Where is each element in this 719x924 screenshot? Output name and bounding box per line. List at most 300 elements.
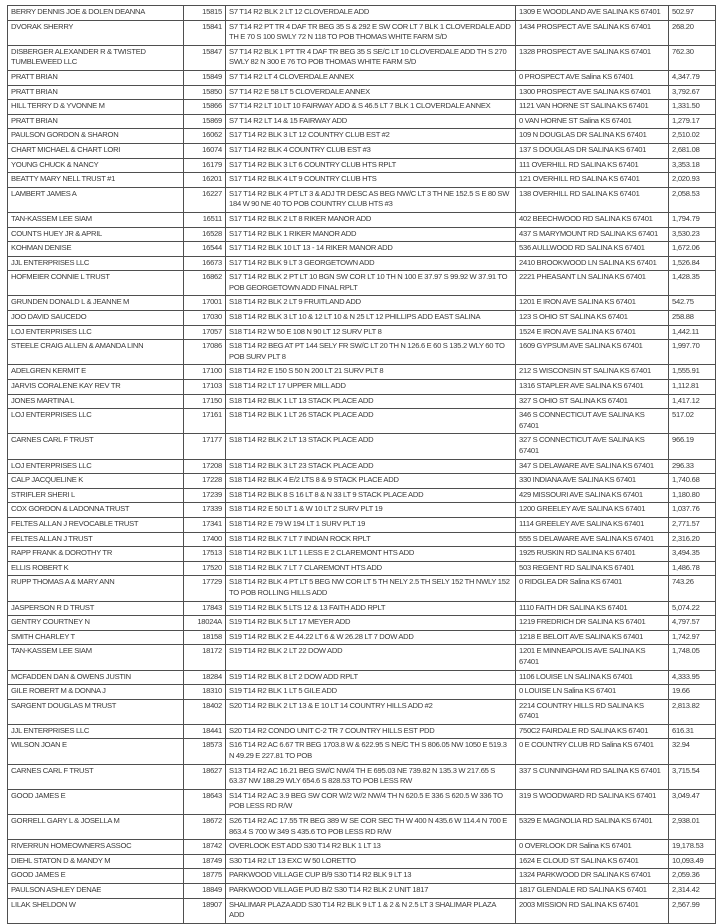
amount-cell: 1,794.79 bbox=[669, 212, 716, 227]
amount-cell: 616.31 bbox=[669, 724, 716, 739]
legal-description-cell: SHALIMAR PLAZA ADD S30 T14 R2 BLK 9 LT 1 & 2 & N 2.5 LT 3 SHALIMAR PLAZA ADD bbox=[226, 898, 516, 923]
table-row bbox=[8, 212, 716, 227]
owner-name-cell: HILL TERRY D & YVONNE M bbox=[8, 100, 184, 115]
owner-name-cell: COX GORDON & LADONNA TRUST bbox=[8, 503, 184, 518]
amount-cell: 1,331.50 bbox=[669, 100, 716, 115]
owner-name-cell: CALP JACQUELINE K bbox=[8, 474, 184, 489]
property-address-cell: 503 REGENT RD SALINA KS 67401 bbox=[516, 561, 669, 576]
property-address-cell: 138 OVERHILL RD SALINA KS 67401 bbox=[516, 187, 669, 212]
property-address-cell: 0 OVERLOOK DR Salina KS 67401 bbox=[516, 840, 669, 855]
parcel-id-cell: 17400 bbox=[184, 532, 226, 547]
parcel-id-cell: 17339 bbox=[184, 503, 226, 518]
table-row bbox=[8, 143, 716, 158]
owner-name-cell: FELTES ALLAN J REVOCABLE TRUST bbox=[8, 517, 184, 532]
table-row bbox=[8, 271, 716, 296]
parcel-id-cell: 17103 bbox=[184, 380, 226, 395]
property-address-cell: 402 BEECHWOOD RD SALINA KS 67401 bbox=[516, 212, 669, 227]
table-row bbox=[8, 325, 716, 340]
amount-cell: 2,681.08 bbox=[669, 143, 716, 158]
legal-description-cell: S20 T14 R2 BLK 2 LT 13 & E 10 LT 14 COUNTRY HILLS ADD #2 bbox=[226, 699, 516, 724]
parcel-id-cell: 16544 bbox=[184, 242, 226, 257]
table-row bbox=[8, 699, 716, 724]
table-row bbox=[8, 365, 716, 380]
legal-description-cell: S18 T14 R2 BLK 4 E/2 LTS 8 & 9 STACK PLACE ADD bbox=[226, 474, 516, 489]
parcel-id-cell: 17086 bbox=[184, 340, 226, 365]
parcel-id-cell: 18573 bbox=[184, 739, 226, 764]
table-row bbox=[8, 311, 716, 326]
table-row bbox=[8, 114, 716, 129]
parcel-id-cell: 16528 bbox=[184, 227, 226, 242]
owner-name-cell: GILE ROBERT M & DONNA J bbox=[8, 685, 184, 700]
legal-description-cell: S19 T14 R2 BLK 5 LT 17 MEYER ADD bbox=[226, 616, 516, 631]
property-address-cell: 1110 FAITH DR SALINA KS 67401 bbox=[516, 601, 669, 616]
table-row bbox=[8, 340, 716, 365]
legal-description-cell: S20 T14 R2 CONDO UNIT C-2 TR 7 COUNTRY HILLS EST PDD bbox=[226, 724, 516, 739]
legal-description-cell: S18 T14 R2 LT 17 UPPER MILL ADD bbox=[226, 380, 516, 395]
owner-name-cell: HOFMEIER CONNIE L TRUST bbox=[8, 271, 184, 296]
table-row bbox=[8, 70, 716, 85]
amount-cell: 19,178.53 bbox=[669, 840, 716, 855]
property-address-cell: 1328 PROSPECT AVE SALINA KS 67401 bbox=[516, 45, 669, 70]
property-address-cell: 1624 E CLOUD ST SALINA KS 67401 bbox=[516, 854, 669, 869]
table-row bbox=[8, 789, 716, 814]
table-row bbox=[8, 739, 716, 764]
table-row bbox=[8, 100, 716, 115]
parcel-id-cell: 18441 bbox=[184, 724, 226, 739]
owner-name-cell: LAMBERT JAMES A bbox=[8, 187, 184, 212]
owner-name-cell: PRATT BRIAN bbox=[8, 114, 184, 129]
parcel-id-cell: 18402 bbox=[184, 699, 226, 724]
owner-name-cell: ADELGREN KERMIT E bbox=[8, 365, 184, 380]
property-address-cell: 111 OVERHILL RD SALINA KS 67401 bbox=[516, 158, 669, 173]
amount-cell: 966.19 bbox=[669, 434, 716, 459]
legal-description-cell: S17 T14 R2 BLK 2 LT 8 RIKER MANOR ADD bbox=[226, 212, 516, 227]
property-address-cell: 327 S OHIO ST SALINA KS 67401 bbox=[516, 394, 669, 409]
amount-cell: 517.02 bbox=[669, 409, 716, 434]
owner-name-cell: LOJ ENTERPRISES LLC bbox=[8, 459, 184, 474]
legal-description-cell: S30 T14 R2 LT 13 EXC W 50 LORETTO bbox=[226, 854, 516, 869]
legal-description-cell: S19 T14 R2 BLK 8 LT 2 DOW ADD RPLT bbox=[226, 670, 516, 685]
owner-name-cell: JARVIS CORALENE KAY REV TR bbox=[8, 380, 184, 395]
parcel-id-cell: 18749 bbox=[184, 854, 226, 869]
parcel-id-cell: 17161 bbox=[184, 409, 226, 434]
amount-cell: 542.75 bbox=[669, 296, 716, 311]
property-address-cell: 1114 GREELEY AVE SALINA KS 67401 bbox=[516, 517, 669, 532]
table-row bbox=[8, 394, 716, 409]
table-row bbox=[8, 576, 716, 601]
parcel-id-cell: 17513 bbox=[184, 547, 226, 562]
amount-cell: 3,715.54 bbox=[669, 764, 716, 789]
legal-description-cell: S17 T14 R2 BLK 4 COUNTRY CLUB EST #3 bbox=[226, 143, 516, 158]
legal-description-cell: S18 T14 R2 BLK 2 LT 9 FRUITLAND ADD bbox=[226, 296, 516, 311]
parcel-id-cell: 18172 bbox=[184, 645, 226, 670]
table-row bbox=[8, 532, 716, 547]
table-row bbox=[8, 840, 716, 855]
table-row bbox=[8, 242, 716, 257]
parcel-id-cell: 18849 bbox=[184, 884, 226, 899]
amount-cell: 2,059.36 bbox=[669, 869, 716, 884]
legal-description-cell: S16 T14 R2 AC 6.67 TR BEG 1703.8 W & 622.95 S NE/C TH S 806.05 NW 1050 E 519.3 N 49.29 E 227.81 TO POB bbox=[226, 739, 516, 764]
table-row bbox=[8, 869, 716, 884]
table-row bbox=[8, 434, 716, 459]
amount-cell: 258.88 bbox=[669, 311, 716, 326]
amount-cell: 1,112.81 bbox=[669, 380, 716, 395]
amount-cell: 2,020.93 bbox=[669, 173, 716, 188]
parcel-id-cell: 17208 bbox=[184, 459, 226, 474]
amount-cell: 2,316.20 bbox=[669, 532, 716, 547]
legal-description-cell: S19 T14 R2 BLK 5 LTS 12 & 13 FAITH ADD RPLT bbox=[226, 601, 516, 616]
legal-description-cell: S19 T14 R2 BLK 2 E 44.22 LT 6 & W 26.28 LT 7 DOW ADD bbox=[226, 630, 516, 645]
parcel-id-cell: 17057 bbox=[184, 325, 226, 340]
owner-name-cell: COUNTS HUEY JR & APRIL bbox=[8, 227, 184, 242]
legal-description-cell: S17 T14 R2 BLK 4 LT 9 COUNTRY CLUB HTS bbox=[226, 173, 516, 188]
owner-name-cell: DIEHL STATON D & MANDY M bbox=[8, 854, 184, 869]
amount-cell: 743.26 bbox=[669, 576, 716, 601]
owner-name-cell: RIVERRUN HOMEOWNERS ASSOC bbox=[8, 840, 184, 855]
legal-description-cell: PARKWOOD VILLAGE CUP B/9 S30 T14 R2 BLK 9 LT 13 bbox=[226, 869, 516, 884]
amount-cell: 4,347.79 bbox=[669, 70, 716, 85]
legal-description-cell: S19 T14 R2 BLK 2 LT 22 DOW ADD bbox=[226, 645, 516, 670]
table-row bbox=[8, 187, 716, 212]
legal-description-cell: S7 T14 R2 LT 4 CLOVERDALE ANNEX bbox=[226, 70, 516, 85]
legal-description-cell: S17 T14 R2 BLK 9 LT 3 GEORGETOWN ADD bbox=[226, 256, 516, 271]
owner-name-cell: STRIFLER SHERI L bbox=[8, 488, 184, 503]
legal-description-cell: S26 T14 R2 AC 17.55 TR BEG 389 W SE COR SEC TH W 400 N 435.6 W 114.4 N 700 E 863.4 S 700 W 349 S 435.6 TO POB LESS RD R/W bbox=[226, 815, 516, 840]
owner-name-cell: GENTRY COURTNEY N bbox=[8, 616, 184, 631]
owner-name-cell: JASPERSON R D TRUST bbox=[8, 601, 184, 616]
property-address-cell: 1106 LOUISE LN SALINA KS 67401 bbox=[516, 670, 669, 685]
parcel-id-cell: 17030 bbox=[184, 311, 226, 326]
parcel-id-cell: 17177 bbox=[184, 434, 226, 459]
amount-cell: 2,567.99 bbox=[669, 898, 716, 923]
table-row bbox=[8, 517, 716, 532]
property-address-cell: 330 INDIANA AVE SALINA KS 67401 bbox=[516, 474, 669, 489]
owner-name-cell: YOUNG CHUCK & NANCY bbox=[8, 158, 184, 173]
amount-cell: 3,792.67 bbox=[669, 85, 716, 100]
legal-description-cell: S19 T14 R2 BLK 1 LT 5 GILE ADD bbox=[226, 685, 516, 700]
legal-description-cell: OVERLOOK EST ADD S30 T14 R2 BLK 1 LT 13 bbox=[226, 840, 516, 855]
owner-name-cell: TAN-KASSEM LEE SIAM bbox=[8, 645, 184, 670]
property-address-cell: 0 E COUNTRY CLUB RD Salina KS 67401 bbox=[516, 739, 669, 764]
amount-cell: 3,530.23 bbox=[669, 227, 716, 242]
legal-description-cell: S7 T14 R2 LT 14 & 15 FAIRWAY ADD bbox=[226, 114, 516, 129]
property-address-cell: 1200 GREELEY AVE SALINA KS 67401 bbox=[516, 503, 669, 518]
amount-cell: 1,037.76 bbox=[669, 503, 716, 518]
table-row bbox=[8, 6, 716, 21]
legal-description-cell: S18 T14 R2 E 150 S 50 N 200 LT 21 SURV PLT 8 bbox=[226, 365, 516, 380]
legal-description-cell: S18 T14 R2 BLK 1 LT 26 STACK PLACE ADD bbox=[226, 409, 516, 434]
amount-cell: 19.66 bbox=[669, 685, 716, 700]
parcel-id-cell: 16062 bbox=[184, 129, 226, 144]
property-address-cell: 347 S DELAWARE AVE SALINA KS 67401 bbox=[516, 459, 669, 474]
tax-record-table bbox=[7, 5, 716, 924]
amount-cell: 1,428.35 bbox=[669, 271, 716, 296]
table-row bbox=[8, 854, 716, 869]
owner-name-cell: PAULSON GORDON & SHARON bbox=[8, 129, 184, 144]
property-address-cell: 137 S DOUGLAS DR SALINA KS 67401 bbox=[516, 143, 669, 158]
property-address-cell: 2214 COUNTRY HILLS RD SALINA KS 67401 bbox=[516, 699, 669, 724]
legal-description-cell: S7 T14 R2 BLK 2 LT 12 CLOVERDALE ADD bbox=[226, 6, 516, 21]
parcel-id-cell: 17001 bbox=[184, 296, 226, 311]
property-address-cell: 212 S WISCONSIN ST SALINA KS 67401 bbox=[516, 365, 669, 380]
table-row bbox=[8, 474, 716, 489]
parcel-id-cell: 18310 bbox=[184, 685, 226, 700]
amount-cell: 1,672.06 bbox=[669, 242, 716, 257]
parcel-id-cell: 17520 bbox=[184, 561, 226, 576]
table-row bbox=[8, 45, 716, 70]
owner-name-cell: KOHMAN DENISE bbox=[8, 242, 184, 257]
parcel-id-cell: 18627 bbox=[184, 764, 226, 789]
owner-name-cell: ELLIS ROBERT K bbox=[8, 561, 184, 576]
table-row bbox=[8, 764, 716, 789]
amount-cell: 1,442.11 bbox=[669, 325, 716, 340]
property-address-cell: 346 S CONNECTICUT AVE SALINA KS 67401 bbox=[516, 409, 669, 434]
owner-name-cell: GOOD JAMES E bbox=[8, 789, 184, 814]
property-address-cell: 1300 PROSPECT AVE SALINA KS 67401 bbox=[516, 85, 669, 100]
table-row bbox=[8, 884, 716, 899]
legal-description-cell: PARKWOOD VILLAGE PUD B/2 S30 T14 R2 BLK 2 UNIT 1817 bbox=[226, 884, 516, 899]
amount-cell: 2,813.82 bbox=[669, 699, 716, 724]
parcel-id-cell: 15866 bbox=[184, 100, 226, 115]
table-row bbox=[8, 173, 716, 188]
amount-cell: 1,997.70 bbox=[669, 340, 716, 365]
property-address-cell: 2410 BROOKWOOD LN SALINA KS 67401 bbox=[516, 256, 669, 271]
property-address-cell: 327 S CONNECTICUT AVE SALINA KS 67401 bbox=[516, 434, 669, 459]
legal-description-cell: S18 T14 R2 BLK 1 LT 1 LESS E 2 CLAREMONT HTS ADD bbox=[226, 547, 516, 562]
owner-name-cell: SMITH CHARLEY T bbox=[8, 630, 184, 645]
legal-description-cell: S13 T14 R2 AC 16.21 BEG SW/C NW/4 TH E 695.03 NE 739.82 N 135.3 W 217.65 S 63.37 NW 188.29 WLY 654.6 S 828.53 TO POB LESS RW bbox=[226, 764, 516, 789]
property-address-cell: 0 RIDGLEA DR Salina KS 67401 bbox=[516, 576, 669, 601]
owner-name-cell: DVORAK SHERRY bbox=[8, 20, 184, 45]
parcel-id-cell: 17341 bbox=[184, 517, 226, 532]
property-address-cell: 5329 E MAGNOLIA RD SALINA KS 67401 bbox=[516, 815, 669, 840]
owner-name-cell: MCFADDEN DAN & OWENS JUSTIN bbox=[8, 670, 184, 685]
property-address-cell: 0 VAN HORNE ST Salina KS 67401 bbox=[516, 114, 669, 129]
table-row bbox=[8, 129, 716, 144]
parcel-id-cell: 16201 bbox=[184, 173, 226, 188]
legal-description-cell: S18 T14 R2 BLK 7 LT 7 CLAREMONT HTS ADD bbox=[226, 561, 516, 576]
parcel-id-cell: 15815 bbox=[184, 6, 226, 21]
amount-cell: 10,093.49 bbox=[669, 854, 716, 869]
legal-description-cell: S17 T14 R2 BLK 1 RIKER MANOR ADD bbox=[226, 227, 516, 242]
property-address-cell: 1309 E WOODLAND AVE SALINA KS 67401 bbox=[516, 6, 669, 21]
property-address-cell: 1218 E BELOIT AVE SALINA KS 67401 bbox=[516, 630, 669, 645]
legal-description-cell: S7 T14 R2 PT TR 4 DAF TR BEG 35 S & 292 E SW COR LT 7 BLK 1 CLOVERDALE ADD TH E 70 S 100 SWLY 72 N 118 TO POB THOMAS WHITE FARM S/D bbox=[226, 20, 516, 45]
property-address-cell: 337 S CUNNINGHAM RD SALINA KS 67401 bbox=[516, 764, 669, 789]
property-address-cell: 429 MISSOURI AVE SALINA KS 67401 bbox=[516, 488, 669, 503]
owner-name-cell: GORRELL GARY L & JOSELLA M bbox=[8, 815, 184, 840]
amount-cell: 5,074.22 bbox=[669, 601, 716, 616]
table-row bbox=[8, 561, 716, 576]
legal-description-cell: S17 T14 R2 BLK 3 LT 6 COUNTRY CLUB HTS RPLT bbox=[226, 158, 516, 173]
legal-description-cell: S7 T14 R2 BLK 1 PT TR 4 DAF TR BEG 35 S SE/C LT 10 CLOVERDALE ADD TH S 270 SWLY 82 N 300 E 76 TO POB THOMAS WHITE FARM S/D bbox=[226, 45, 516, 70]
parcel-id-cell: 17843 bbox=[184, 601, 226, 616]
amount-cell: 268.20 bbox=[669, 20, 716, 45]
amount-cell: 1,526.84 bbox=[669, 256, 716, 271]
table-row bbox=[8, 503, 716, 518]
parcel-id-cell: 16179 bbox=[184, 158, 226, 173]
parcel-id-cell: 17150 bbox=[184, 394, 226, 409]
table-row bbox=[8, 630, 716, 645]
legal-description-cell: S18 T14 R2 BLK 4 PT LT 5 BEG NW COR LT 5 TH NELY 2.5 TH SELY 152 TH NWLY 152 TO POB ROLLING HILLS ADD bbox=[226, 576, 516, 601]
legal-description-cell: S18 T14 R2 BLK 1 LT 13 STACK PLACE ADD bbox=[226, 394, 516, 409]
parcel-id-cell: 16673 bbox=[184, 256, 226, 271]
property-address-cell: 1925 RUSKIN RD SALINA KS 67401 bbox=[516, 547, 669, 562]
property-address-cell: 2221 PHEASANT LN SALINA KS 67401 bbox=[516, 271, 669, 296]
property-address-cell: 319 S WOODWARD RD SALINA KS 67401 bbox=[516, 789, 669, 814]
owner-name-cell: JOO DAVID SAUCEDO bbox=[8, 311, 184, 326]
property-address-cell: 0 PROSPECT AVE Salina KS 67401 bbox=[516, 70, 669, 85]
parcel-id-cell: 15849 bbox=[184, 70, 226, 85]
legal-description-cell: S18 T14 R2 E 50 LT 1 & W 10 LT 2 SURV PLT 19 bbox=[226, 503, 516, 518]
parcel-id-cell: 16074 bbox=[184, 143, 226, 158]
property-address-cell: 437 S MARYMOUNT RD SALINA KS 67401 bbox=[516, 227, 669, 242]
property-address-cell: 750C2 FAIRDALE RD SALINA KS 67401 bbox=[516, 724, 669, 739]
table-row bbox=[8, 616, 716, 631]
amount-cell: 2,314.42 bbox=[669, 884, 716, 899]
parcel-id-cell: 17228 bbox=[184, 474, 226, 489]
parcel-id-cell: 15869 bbox=[184, 114, 226, 129]
property-address-cell: 0 LOUISE LN Salina KS 67401 bbox=[516, 685, 669, 700]
amount-cell: 4,333.95 bbox=[669, 670, 716, 685]
parcel-id-cell: 16227 bbox=[184, 187, 226, 212]
legal-description-cell: S18 T14 R2 E 79 W 194 LT 1 SURV PLT 19 bbox=[226, 517, 516, 532]
legal-description-cell: S17 T14 R2 BLK 10 LT 13 - 14 RIKER MANOR ADD bbox=[226, 242, 516, 257]
owner-name-cell: JONES MARTINA L bbox=[8, 394, 184, 409]
property-address-cell: 536 AULLWOOD RD SALINA KS 67401 bbox=[516, 242, 669, 257]
table-row bbox=[8, 645, 716, 670]
legal-description-cell: S17 T14 R2 BLK 3 LT 12 COUNTRY CLUB EST #2 bbox=[226, 129, 516, 144]
parcel-id-cell: 18024A bbox=[184, 616, 226, 631]
amount-cell: 1,486.78 bbox=[669, 561, 716, 576]
owner-name-cell: CHART MICHAEL & CHART LORI bbox=[8, 143, 184, 158]
owner-name-cell: STEELE CRAIG ALLEN & AMANDA LINN bbox=[8, 340, 184, 365]
owner-name-cell: CARNES CARL F TRUST bbox=[8, 434, 184, 459]
parcel-id-cell: 15847 bbox=[184, 45, 226, 70]
owner-name-cell: RUPP THOMAS A & MARY ANN bbox=[8, 576, 184, 601]
table-row bbox=[8, 670, 716, 685]
amount-cell: 502.97 bbox=[669, 6, 716, 21]
legal-description-cell: S17 T14 R2 BLK 2 PT LT 10 BGN SW COR LT 10 TH N 100 E 37.97 S 99.92 W 37.91 TO POB GEORGETOWN ADD FINAL RPLT bbox=[226, 271, 516, 296]
owner-name-cell: PRATT BRIAN bbox=[8, 85, 184, 100]
table-row bbox=[8, 296, 716, 311]
amount-cell: 1,279.17 bbox=[669, 114, 716, 129]
parcel-id-cell: 16862 bbox=[184, 271, 226, 296]
parcel-id-cell: 18775 bbox=[184, 869, 226, 884]
legal-description-cell: S17 T14 R2 BLK 4 PT LT 3 & ADJ TR DESC AS BEG NW/C LT 3 TH NE 152.5 S E 80 SW 184 W 90 NE 40 TO POB COUNTRY CLUB HTS #3 bbox=[226, 187, 516, 212]
property-address-cell: 555 S DELAWARE AVE SALINA KS 67401 bbox=[516, 532, 669, 547]
owner-name-cell: PAULSON ASHLEY DENAE bbox=[8, 884, 184, 899]
table-row bbox=[8, 380, 716, 395]
legal-description-cell: S18 T14 R2 BLK 7 LT 7 INDIAN ROCK RPLT bbox=[226, 532, 516, 547]
table-body bbox=[8, 6, 716, 924]
amount-cell: 2,510.02 bbox=[669, 129, 716, 144]
owner-name-cell: JJL ENTERPRISES LLC bbox=[8, 256, 184, 271]
parcel-id-cell: 18907 bbox=[184, 898, 226, 923]
amount-cell: 4,797.57 bbox=[669, 616, 716, 631]
table-row bbox=[8, 227, 716, 242]
parcel-id-cell: 18672 bbox=[184, 815, 226, 840]
legal-description-cell: S14 T14 R2 AC 3.9 BEG SW COR W/2 W/2 NW/4 TH N 620.5 E 336 S 620.5 W 336 TO POB LESS RD R/W bbox=[226, 789, 516, 814]
property-address-cell: 1434 PROSPECT AVE SALINA KS 67401 bbox=[516, 20, 669, 45]
parcel-id-cell: 18643 bbox=[184, 789, 226, 814]
owner-name-cell: LOJ ENTERPRISES LLC bbox=[8, 409, 184, 434]
table-row bbox=[8, 20, 716, 45]
table-row bbox=[8, 488, 716, 503]
parcel-id-cell: 18742 bbox=[184, 840, 226, 855]
table-row bbox=[8, 547, 716, 562]
table-row bbox=[8, 85, 716, 100]
amount-cell: 1,740.68 bbox=[669, 474, 716, 489]
parcel-id-cell: 15850 bbox=[184, 85, 226, 100]
legal-description-cell: S18 T14 R2 BEG AT PT 144 SELY FR SW/C LT 20 TH N 126.6 E 60 S 135.2 WLY 60 TO POB SURV PLT 8 bbox=[226, 340, 516, 365]
table-row bbox=[8, 898, 716, 923]
owner-name-cell: RAPP FRANK & DOROTHY TR bbox=[8, 547, 184, 562]
owner-name-cell: PRATT BRIAN bbox=[8, 70, 184, 85]
legal-description-cell: S18 T14 R2 BLK 2 LT 13 STACK PLACE ADD bbox=[226, 434, 516, 459]
property-address-cell: 109 N DOUGLAS DR SALINA KS 67401 bbox=[516, 129, 669, 144]
owner-name-cell: CARNES CARL F TRUST bbox=[8, 764, 184, 789]
property-address-cell: 1609 GYPSUM AVE SALINA KS 67401 bbox=[516, 340, 669, 365]
amount-cell: 3,494.35 bbox=[669, 547, 716, 562]
table-row bbox=[8, 724, 716, 739]
parcel-id-cell: 17100 bbox=[184, 365, 226, 380]
table-row bbox=[8, 256, 716, 271]
owner-name-cell: GOOD JAMES E bbox=[8, 869, 184, 884]
amount-cell: 1,742.97 bbox=[669, 630, 716, 645]
owner-name-cell: FELTES ALLAN J TRUST bbox=[8, 532, 184, 547]
amount-cell: 1,180.80 bbox=[669, 488, 716, 503]
owner-name-cell: GRUNDEN DONALD L & JEANNE M bbox=[8, 296, 184, 311]
table-row bbox=[8, 601, 716, 616]
owner-name-cell: BERRY DENNIS JOE & DOLEN DEANNA bbox=[8, 6, 184, 21]
amount-cell: 2,058.53 bbox=[669, 187, 716, 212]
property-address-cell: 1201 E IRON AVE SALINA KS 67401 bbox=[516, 296, 669, 311]
parcel-id-cell: 17729 bbox=[184, 576, 226, 601]
parcel-id-cell: 18158 bbox=[184, 630, 226, 645]
amount-cell: 1,748.05 bbox=[669, 645, 716, 670]
table-row bbox=[8, 815, 716, 840]
parcel-id-cell: 16511 bbox=[184, 212, 226, 227]
table-row bbox=[8, 409, 716, 434]
parcel-id-cell: 18284 bbox=[184, 670, 226, 685]
property-address-cell: 2003 MISSION RD SALINA KS 67401 bbox=[516, 898, 669, 923]
amount-cell: 296.33 bbox=[669, 459, 716, 474]
table-row bbox=[8, 158, 716, 173]
property-address-cell: 121 OVERHILL RD SALINA KS 67401 bbox=[516, 173, 669, 188]
property-address-cell: 1316 STAPLER AVE SALINA KS 67401 bbox=[516, 380, 669, 395]
property-address-cell: 123 S OHIO ST SALINA KS 67401 bbox=[516, 311, 669, 326]
property-address-cell: 1817 GLENDALE RD SALINA KS 67401 bbox=[516, 884, 669, 899]
property-address-cell: 1219 FREDRICH DR SALINA KS 67401 bbox=[516, 616, 669, 631]
amount-cell: 2,771.57 bbox=[669, 517, 716, 532]
property-address-cell: 1201 E MINNEAPOLIS AVE SALINA KS 67401 bbox=[516, 645, 669, 670]
owner-name-cell: DISBERGER ALEXANDER R & TWISTED TUMBLEWEED LLC bbox=[8, 45, 184, 70]
amount-cell: 2,938.01 bbox=[669, 815, 716, 840]
amount-cell: 3,353.18 bbox=[669, 158, 716, 173]
property-address-cell: 1524 E IRON AVE SALINA KS 67401 bbox=[516, 325, 669, 340]
legal-description-cell: S18 T14 R2 W 50 E 108 N 90 LT 12 SURV PLT 8 bbox=[226, 325, 516, 340]
table-row bbox=[8, 459, 716, 474]
parcel-id-cell: 15841 bbox=[184, 20, 226, 45]
property-address-cell: 1121 VAN HORNE ST SALINA KS 67401 bbox=[516, 100, 669, 115]
legal-description-cell: S18 T14 R2 BLK 8 S 16 LT 8 & N 33 LT 9 STACK PLACE ADD bbox=[226, 488, 516, 503]
amount-cell: 1,417.12 bbox=[669, 394, 716, 409]
legal-description-cell: S18 T14 R2 BLK 3 LT 10 & 12 LT 10 & N 25 LT 12 PHILLIPS ADD EAST SALINA bbox=[226, 311, 516, 326]
amount-cell: 32.94 bbox=[669, 739, 716, 764]
legal-description-cell: S7 T14 R2 E 58 LT 5 CLOVERDALE ANNEX bbox=[226, 85, 516, 100]
property-address-cell: 1324 PARKWOOD DR SALINA KS 67401 bbox=[516, 869, 669, 884]
